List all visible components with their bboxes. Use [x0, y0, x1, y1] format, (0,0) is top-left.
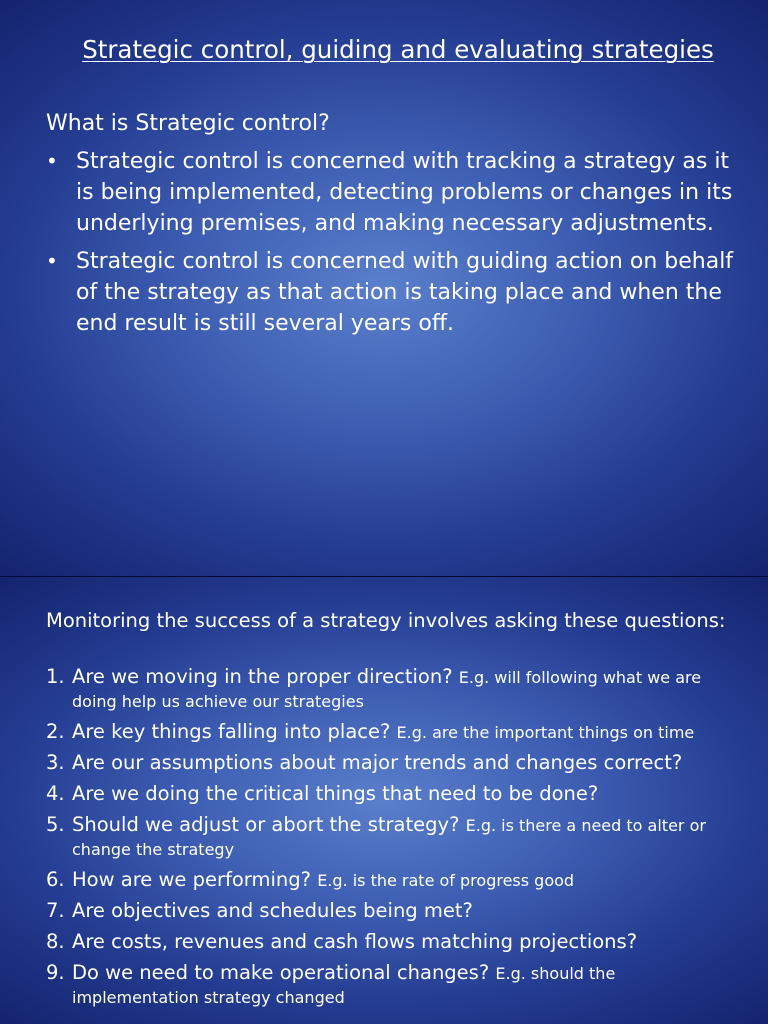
question-example: E.g. will following what we are doing help us achieve our strategies [72, 668, 702, 711]
question-text: Are objectives and schedules being met? [72, 899, 473, 922]
question-text: Should we adjust or abort the strategy? [72, 813, 460, 836]
question-text: Are we moving in the proper direction? [72, 665, 453, 688]
question-number: 2. [46, 720, 65, 743]
question-item [46, 720, 726, 744]
question-number: 8. [46, 930, 65, 953]
bullet-icon: • [46, 249, 58, 273]
question-number: 4. [46, 782, 65, 805]
question-item [46, 813, 726, 861]
question-item [46, 961, 726, 1009]
question-item [46, 868, 726, 892]
question-text: Are key things falling into place? [72, 720, 391, 743]
question-number: 7. [46, 899, 65, 922]
question-example: E.g. is there a need to alter or change the strategy [72, 816, 706, 859]
question-text: Are our assumptions about major trends and changes correct? [72, 751, 683, 774]
slide-title: Strategic control, guiding and evaluating strategies [82, 35, 714, 64]
question-item [46, 782, 726, 806]
question-number: 5. [46, 813, 65, 836]
question-item [46, 930, 726, 954]
question-list [46, 665, 726, 1016]
bullet-list [46, 146, 746, 346]
slide-question: What is Strategic control? [46, 111, 330, 136]
question-text: How are we performing? [72, 868, 311, 891]
question-item [46, 665, 726, 713]
question-text: Are we doing the critical things that need to be done? [72, 782, 599, 805]
question-example: E.g. are the important things on time [396, 723, 695, 742]
question-text: Are costs, revenues and cash flows matching projections? [72, 930, 638, 953]
bullet-item [46, 246, 746, 339]
question-number: 1. [46, 665, 65, 688]
question-example: E.g. should the implementation strategy changed [72, 964, 616, 1007]
question-example: E.g. is the rate of progress good [317, 871, 575, 890]
bullet-text: Strategic control is concerned with guiding action on behalf of the strategy as that action is taking place and when the end result is still several years off. [76, 249, 734, 336]
bullet-item [46, 146, 746, 239]
question-item [46, 751, 726, 775]
slide-intro: Monitoring the success of a strategy involves asking these questions: [46, 609, 726, 632]
bullet-text: Strategic control is concerned with tracking a strategy as it is being implemented, detecting problems or changes in its underlying premises, and making necessary adjustments. [76, 149, 733, 236]
question-number: 3. [46, 751, 65, 774]
question-item [46, 899, 726, 923]
question-number: 9. [46, 961, 65, 984]
bullet-icon: • [46, 149, 58, 173]
question-number: 6. [46, 868, 65, 891]
slide-monitoring-questions [0, 577, 768, 1024]
question-text: Do we need to make operational changes? [72, 961, 490, 984]
